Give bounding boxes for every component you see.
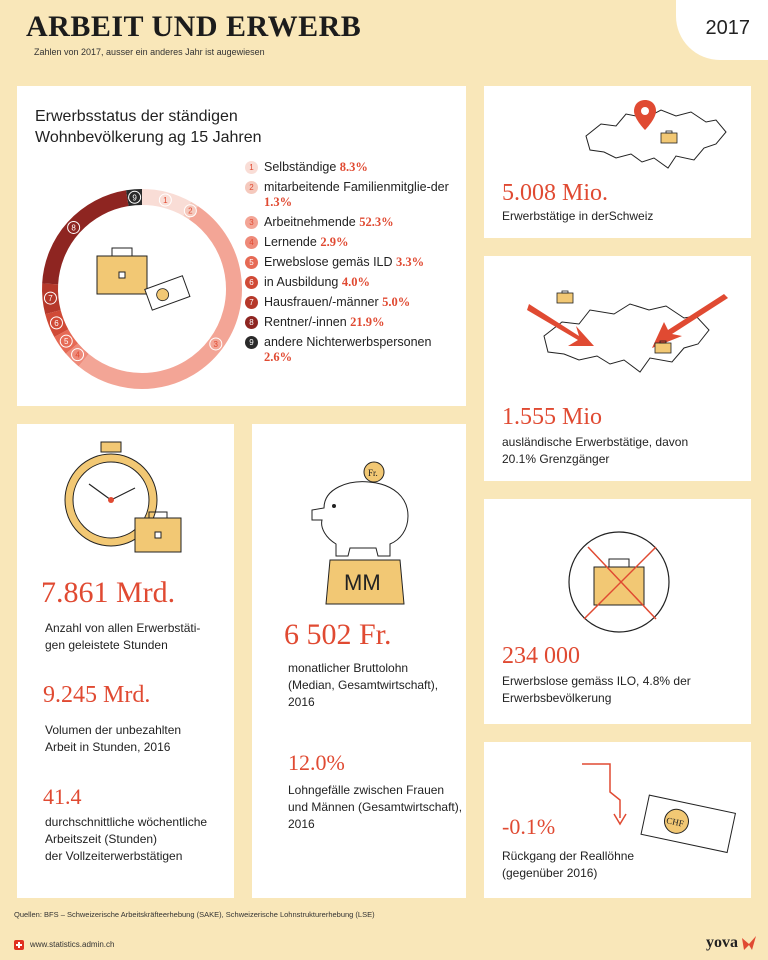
arrow-icon: [524, 296, 604, 356]
legend-item: [245, 295, 455, 310]
page-subtitle: Zahlen von 2017, ausser ein anderes Jahr ist augewiesen: [34, 47, 265, 57]
website-link[interactable]: www.statistics.admin.ch: [30, 940, 115, 949]
legend-value: 2.9%: [320, 235, 349, 249]
legend-value: 2.6%: [264, 350, 293, 364]
legend-number: 3: [245, 216, 258, 229]
legend-label: andere Nichterwerbspersonen: [264, 335, 432, 349]
legend-item: [245, 315, 455, 330]
legend-number: 7: [245, 296, 258, 309]
legend: [245, 160, 455, 370]
legend-number: 8: [245, 316, 258, 329]
legend-value: 21.9%: [350, 315, 385, 329]
swiss-flag-icon: [14, 940, 24, 950]
real-wage-value: -0.1%: [502, 814, 556, 839]
money-box-icon: [326, 560, 404, 604]
legend-item: [245, 180, 455, 210]
coin-icon: [364, 462, 384, 482]
legend-number: 1: [245, 161, 258, 174]
unpaid-hours-desc: Volumen der unbezahlten Arbeit in Stunden, 2016: [45, 723, 182, 754]
legend-number: 4: [245, 236, 258, 249]
legend-label: Erwebslose gemäs ILD: [264, 255, 397, 269]
cross-icon: [564, 527, 674, 637]
real-wage-desc: Rückgang der Reallöhne (gegenüber 2016): [502, 849, 635, 880]
legend-label: Arbeitnehmende: [264, 215, 360, 229]
legend-item: [245, 275, 455, 290]
banknote-icon: [636, 790, 742, 860]
foreign-workers-card: [484, 256, 751, 481]
unemployed-value: 234 000: [502, 643, 580, 669]
briefcase-icon: [97, 248, 147, 294]
workers-desc: Erwerbstätige in derSchweiz: [502, 209, 654, 223]
wage-card: [252, 424, 466, 898]
legend-value: 52.3%: [359, 215, 394, 229]
unemployed-desc: Erwerbslose gemäss ILO, 4.8% der Erwerbsbevölkerung: [502, 674, 691, 705]
legend-item: [245, 215, 455, 230]
donut-label: 2: [188, 206, 193, 216]
donut-chart: [37, 184, 247, 394]
legend-item: [245, 160, 455, 175]
banknote-icon: [145, 276, 190, 310]
legend-label: mitarbeitende Familienmitglie-der: [264, 180, 449, 194]
legend-value: 1.3%: [264, 195, 293, 209]
wage-value: 6 502 Fr.: [284, 618, 392, 651]
legend-item: [245, 255, 455, 270]
weekly-hours-value: 41.4: [43, 784, 82, 809]
svg-text:Fr.: Fr.: [368, 468, 378, 478]
unpaid-hours-value: 9.245 Mrd.: [43, 682, 151, 708]
yova-logo-icon: [740, 934, 758, 952]
legend-label: Lernende: [264, 235, 321, 249]
yova-logo: yova: [706, 934, 738, 951]
wage-gap-desc: Lohngefälle zwischen Frauen und Männen (Gesamtwirtschaft), 2016: [288, 783, 463, 831]
year-tab: [676, 0, 768, 60]
legend-value: 3.3%: [396, 255, 425, 269]
wage-gap-value: 12.0%: [288, 750, 345, 775]
legend-item: [245, 335, 455, 365]
legend-number: 5: [245, 256, 258, 269]
svg-text:CHF: CHF: [665, 815, 685, 829]
sources: Quellen: BFS – Schweizerische Arbeitskräfteerhebung (SAKE), Schweizerische Lohnstrukturerhebung (LSE): [14, 910, 375, 919]
legend-value: 5.0%: [382, 295, 411, 309]
workers-switzerland-card: [484, 86, 751, 238]
foreign-workers-desc: ausländische Erwerbstätige, davon 20.1% Grenzgänger: [502, 435, 689, 466]
legend-label: Rentner/-innen: [264, 315, 351, 329]
piggy-bank-icon: [304, 458, 424, 608]
donut-label: 3: [213, 339, 219, 349]
donut-label: 7: [48, 294, 53, 304]
donut-label: 9: [132, 193, 137, 203]
donut-label: 8: [71, 223, 76, 233]
briefcase-icon: [660, 130, 678, 144]
briefcase-icon: [133, 510, 183, 554]
donut-label: 5: [63, 337, 69, 347]
legend-number: 9: [245, 336, 258, 349]
page-title: ARBEIT UND ERWERB: [26, 10, 362, 43]
arrow-icon: [580, 762, 640, 828]
donut-label: 1: [163, 196, 168, 206]
hours-desc: Anzahl von allen Erwerbstäti- gen geleistete Stunden: [45, 621, 201, 652]
header: [0, 0, 768, 68]
hours-value: 7.861 Mrd.: [41, 576, 176, 609]
status-title: Erwerbsstatus der ständigen Wohnbevölkerung ag 15 Jahren: [35, 108, 262, 146]
briefcase-icon: [654, 340, 672, 354]
weekly-hours-desc: durchschnittliche wöchentliche Arbeitszeit (Stunden) der Vollzeiterwerbstätigen: [45, 815, 208, 863]
workers-value: 5.008 Mio.: [502, 180, 609, 206]
status-card: [17, 86, 466, 406]
legend-number: 6: [245, 276, 258, 289]
legend-item: [245, 235, 455, 250]
legend-number: 2: [245, 181, 258, 194]
foreign-workers-value: 1.555 Mio: [502, 404, 603, 430]
real-wage-card: [484, 742, 751, 898]
legend-label: in Ausbildung: [264, 275, 342, 289]
legend-label: Selbständige: [264, 160, 340, 174]
year-label: 2017: [705, 17, 750, 39]
donut-label: 4: [75, 350, 80, 360]
wage-desc: monatlicher Bruttolohn (Median, Gesamtwirtschaft), 2016: [288, 661, 439, 709]
donut-label: 6: [54, 318, 59, 328]
unemployed-card: [484, 499, 751, 724]
legend-value: 4.0%: [341, 275, 370, 289]
legend-value: 8.3%: [339, 160, 368, 174]
svg-text:MM: MM: [344, 570, 381, 595]
hours-card: [17, 424, 234, 898]
location-pin-icon: [632, 98, 658, 132]
briefcase-icon: [556, 290, 574, 304]
legend-label: Hausfrauen/-männer: [264, 295, 383, 309]
